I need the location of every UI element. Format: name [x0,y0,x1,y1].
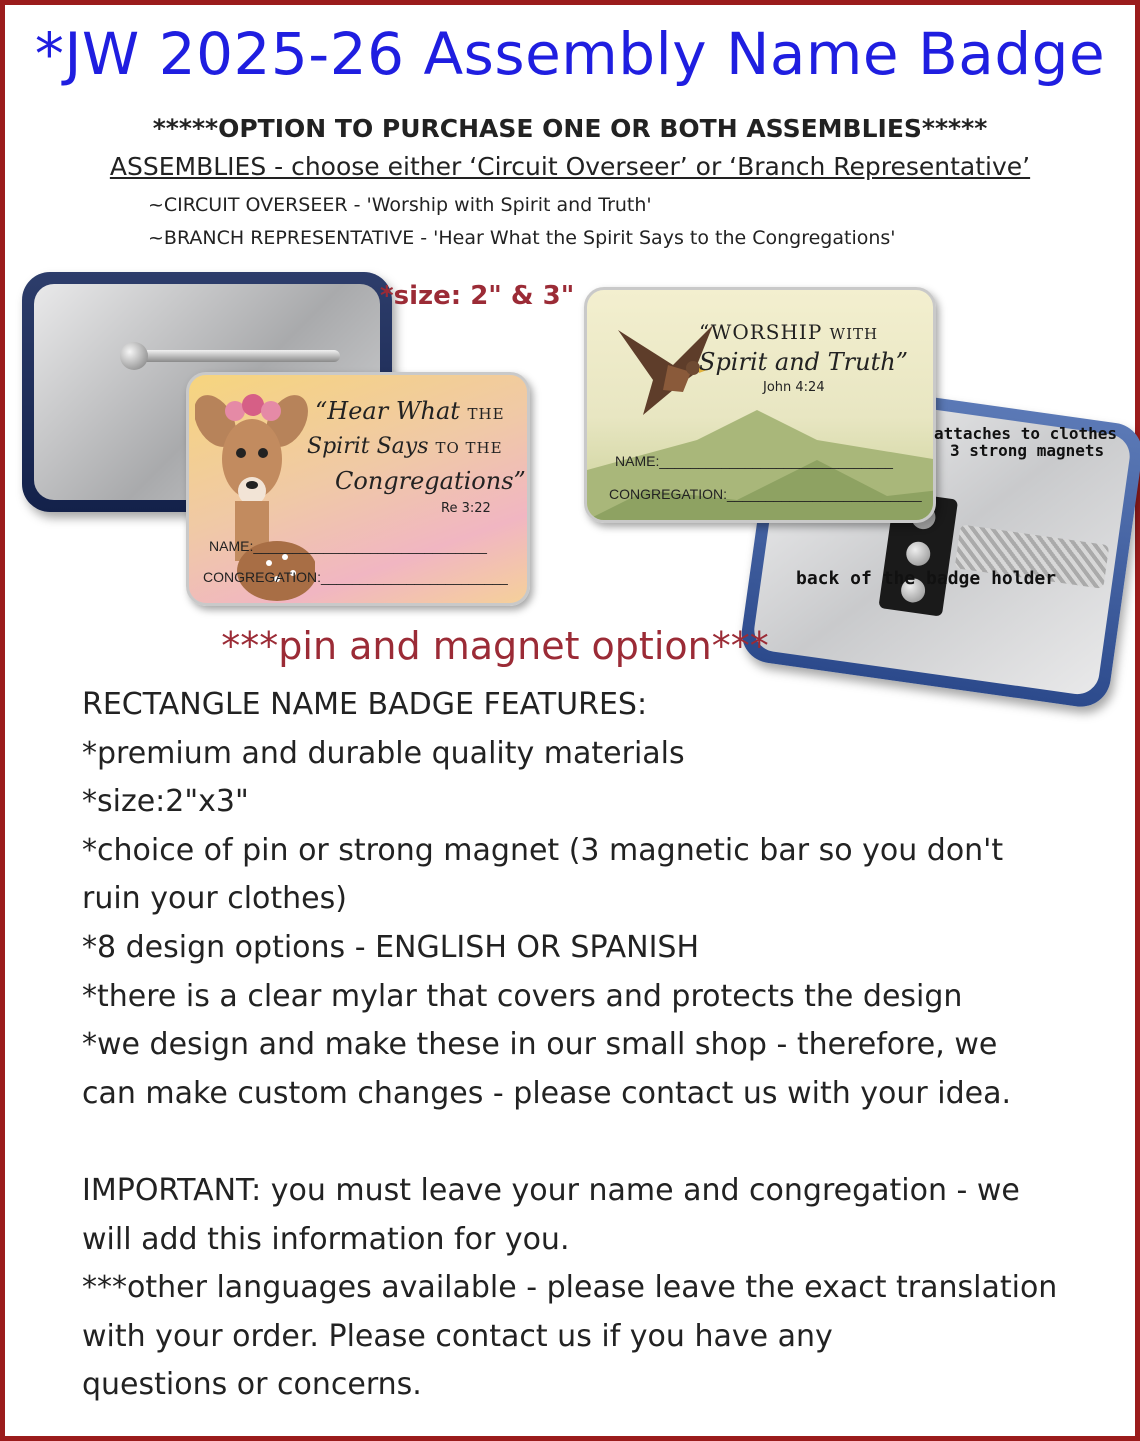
features-heading: RECTANGLE NAME BADGE FEATURES: [82,687,648,722]
hawk-badge-front [584,287,936,523]
deer-badge-line-1: “Hear What THE [315,397,505,425]
deer-badge-reference: Re 3:22 [441,501,491,516]
feature-line: *8 design options - ENGLISH OR SPANISH [82,929,700,965]
magnet-dot [905,540,932,567]
feature-line: ruin your clothes) [82,881,347,917]
important-line: will add this information for you. [82,1221,570,1257]
pin-bar [130,350,340,362]
hawk-badge-reference: John 4:24 [763,380,825,395]
feature-line: *size:2"x3" [82,784,249,820]
assembly-item-circuit-overseer: ~CIRCUIT OVERSEER - 'Worship with Spirit and Truth' [148,194,652,216]
pin-magnet-option-heading: ***pin and magnet option*** [221,624,769,668]
hawk-badge-line-1: “WORSHIP WITH [699,320,879,344]
deer-badge-front [186,372,530,606]
purchase-option-heading: *****OPTION TO PURCHASE ONE OR BOTH ASSEMBLIES***** [152,114,988,143]
deer-badge-congregation-field: CONGREGATION:________________________ [203,569,508,585]
size-note: *size: 2" & 3" [380,281,575,311]
magnet-label-strong-magnets: 3 strong magnets [950,441,1105,460]
feature-line: *there is a clear mylar that covers and protects the design [82,978,963,1014]
deer-badge-name-field: NAME:______________________________ [209,538,487,554]
blank-line [82,1118,1132,1167]
deer-badge-line-3: Congregations” [335,467,526,495]
assembly-item-branch-representative: ~BRANCH REPRESENTATIVE - 'Hear What the Spirit Says to the Congregations' [148,227,896,249]
feature-line: can make custom changes - please contact us with your idea. [82,1075,1012,1111]
languages-line: questions or concerns. [82,1367,422,1403]
deer-illustration-icon [195,381,315,601]
hawk-badge-congregation-field: CONGREGATION:_________________________ [609,486,922,502]
features-list [82,681,1132,1410]
feature-line: *premium and durable quality materials [82,735,685,771]
deer-badge-line-2: Spirit Says TO THE [307,434,503,459]
assemblies-choice-line: ASSEMBLIES - choose either ‘Circuit Overseer’ or ‘Branch Representative’ [109,152,1031,181]
important-line: IMPORTANT: you must leave your name and congregation - we [82,1172,1020,1208]
languages-line: with your order. Please contact us if you have any [82,1318,833,1354]
pin-head [120,342,148,370]
hawk-badge-name-field: NAME:______________________________ [615,453,893,469]
feature-line: *choice of pin or strong magnet (3 magnetic bar so you don't [82,832,1004,868]
feature-line: *we design and make these in our small shop - therefore, we [82,1027,998,1063]
languages-line: ***other languages available - please leave the exact translation [82,1270,1058,1306]
badge-holder-back-label: back of the badge holder [796,568,1057,589]
page-title: *JW 2025-26 Assembly Name Badge [34,20,1106,88]
magnet-label-attaches: attaches to clothes [934,424,1118,443]
hawk-badge-line-2: Spirit and Truth” [699,348,908,376]
